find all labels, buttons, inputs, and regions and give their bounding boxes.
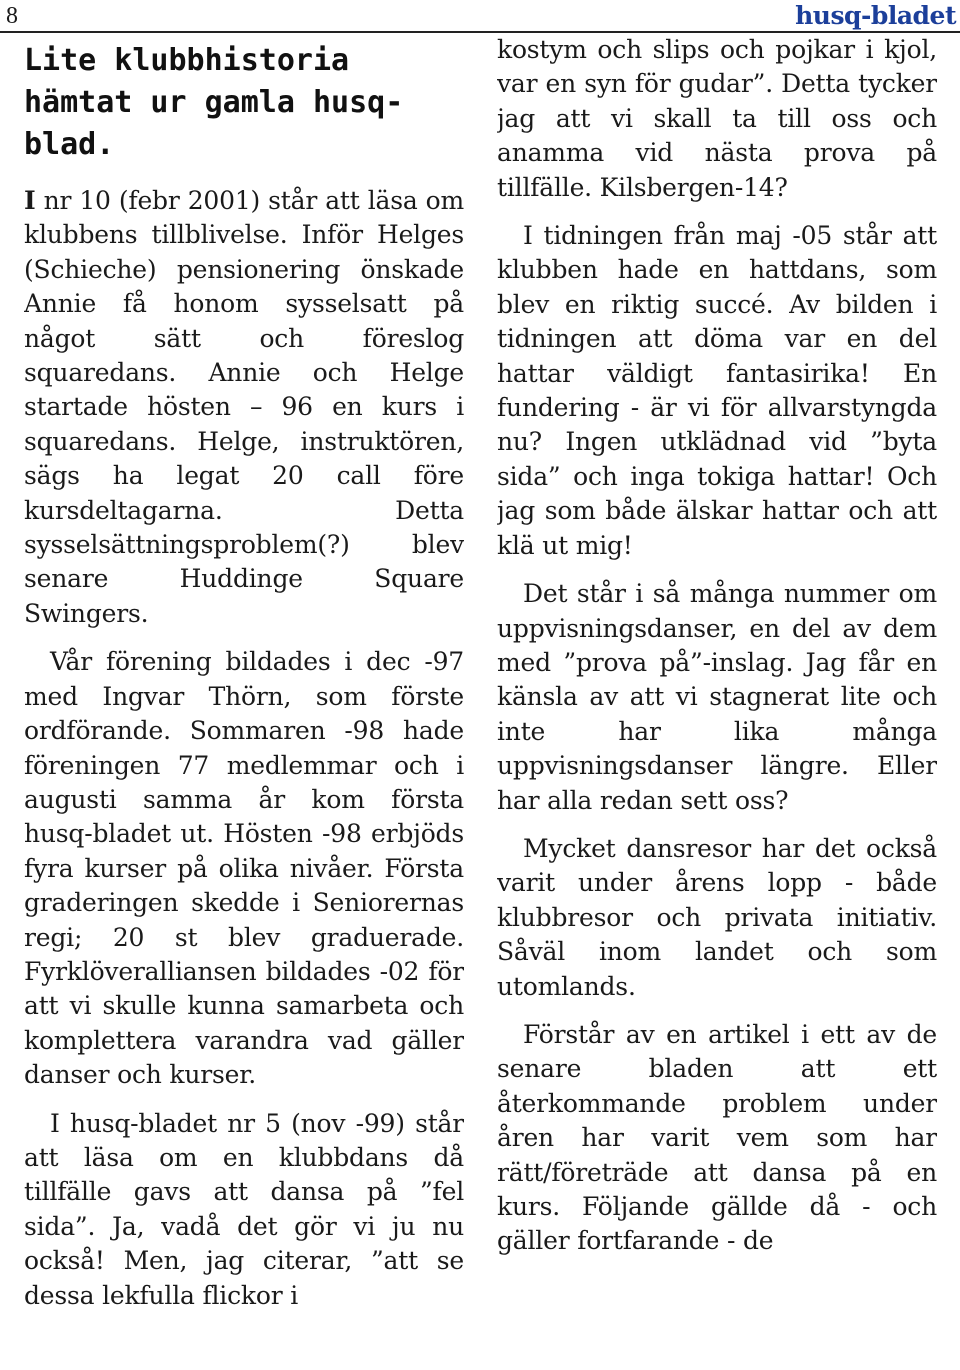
- paragraph-text: nr 10 (febr 2001) står att läsa om klubbens tillblivelse. Inför Helges (Schieche) pensionering önskade Annie få honom sysselsatt på något sätt och föreslog squaredans. Annie och Helge startade hösten – 96 en kurs i squaredans. Helge, instruktören, sägs ha legat 20 call före kursdeltagarna. Detta sysselsättningsproblem(?) blev senare Huddinge Square Swingers.: [24, 186, 464, 628]
- page-header: [0, 0, 960, 34]
- article-heading: Lite klubbhistoria hämtat ur gamla husq-blad.: [24, 43, 404, 162]
- right-column: [497, 33, 937, 1367]
- paragraph-course-priority: Förstår av en artikel i ett av de senare bladen att ett återkommande problem under åren har varit vem som har rätt/företräde att dansa på en kurs. Följande gällde då - och gäller fortfarande - de: [497, 1019, 937, 1256]
- paragraph-club-origin: [24, 184, 464, 631]
- paragraph-quote-continuation: kostym och slips och pojkar i kjol, var en syn för gudar”. Detta tycker jag att vi skall ta till oss och anamma vid nästa prova på tillfälle. Kilsbergen-14?: [497, 35, 937, 202]
- masthead-title: husq-bladet: [795, 1, 956, 30]
- paragraph-hat-dance: I tidningen från maj -05 står att klubben hade en hattdans, som blev en riktig succé. Av bilden i tidningen att döma var en del hattar väldigt fantasirika! En fundering - är vi för allvarstyngda nu? Ingen utklädnad vid ”byta sida” och inga tokiga hattar! Och jag som både älskar hattar och att klä ut mig!: [497, 221, 937, 560]
- paragraph-lead-letter: I: [24, 186, 36, 215]
- paragraph-club-dance: I husq-bladet nr 5 (nov -99) står att läsa om en klubbdans då tillfälle gavs att dansa på ”fel sida”. Ja, vadå det gör vi ju nu också! Men, jag citerar, ”att se dessa lekfulla flickor i: [24, 1108, 464, 1310]
- paragraph-dance-trips: Mycket dansresor har det också varit under årens lopp - både klubbresor och privata initiativ. Såväl inom landet och som utomlands.: [497, 833, 937, 1001]
- paragraph-association-founding: Vår förening bildades i dec -97 med Ingvar Thörn, som förste ordförande. Sommaren -98 hade föreningen 77 medlemmar och i augusti samma år kom första husq-bladet ut. Hösten -98 erbjöds fyra kurser på olika nivåer. Första graderingen skedde i Seniorernas regi; 20 st blev graduerade. Fyrklöveralliansen bildades -02 för att vi skulle kunna samarbeta och komplettera varandra vad gäller danser och kurser.: [24, 647, 464, 1090]
- paragraph-demo-dances: Det står i så många nummer om uppvisningsdanser, en del av dem med ”prova på”-inslag. Jag får en känsla av att vi stagnerat lite och inte har lika många uppvisningsdanser längre. Eller har alla redan sett oss?: [497, 579, 937, 815]
- page-number: 8: [6, 3, 18, 29]
- left-column: [24, 36, 464, 1370]
